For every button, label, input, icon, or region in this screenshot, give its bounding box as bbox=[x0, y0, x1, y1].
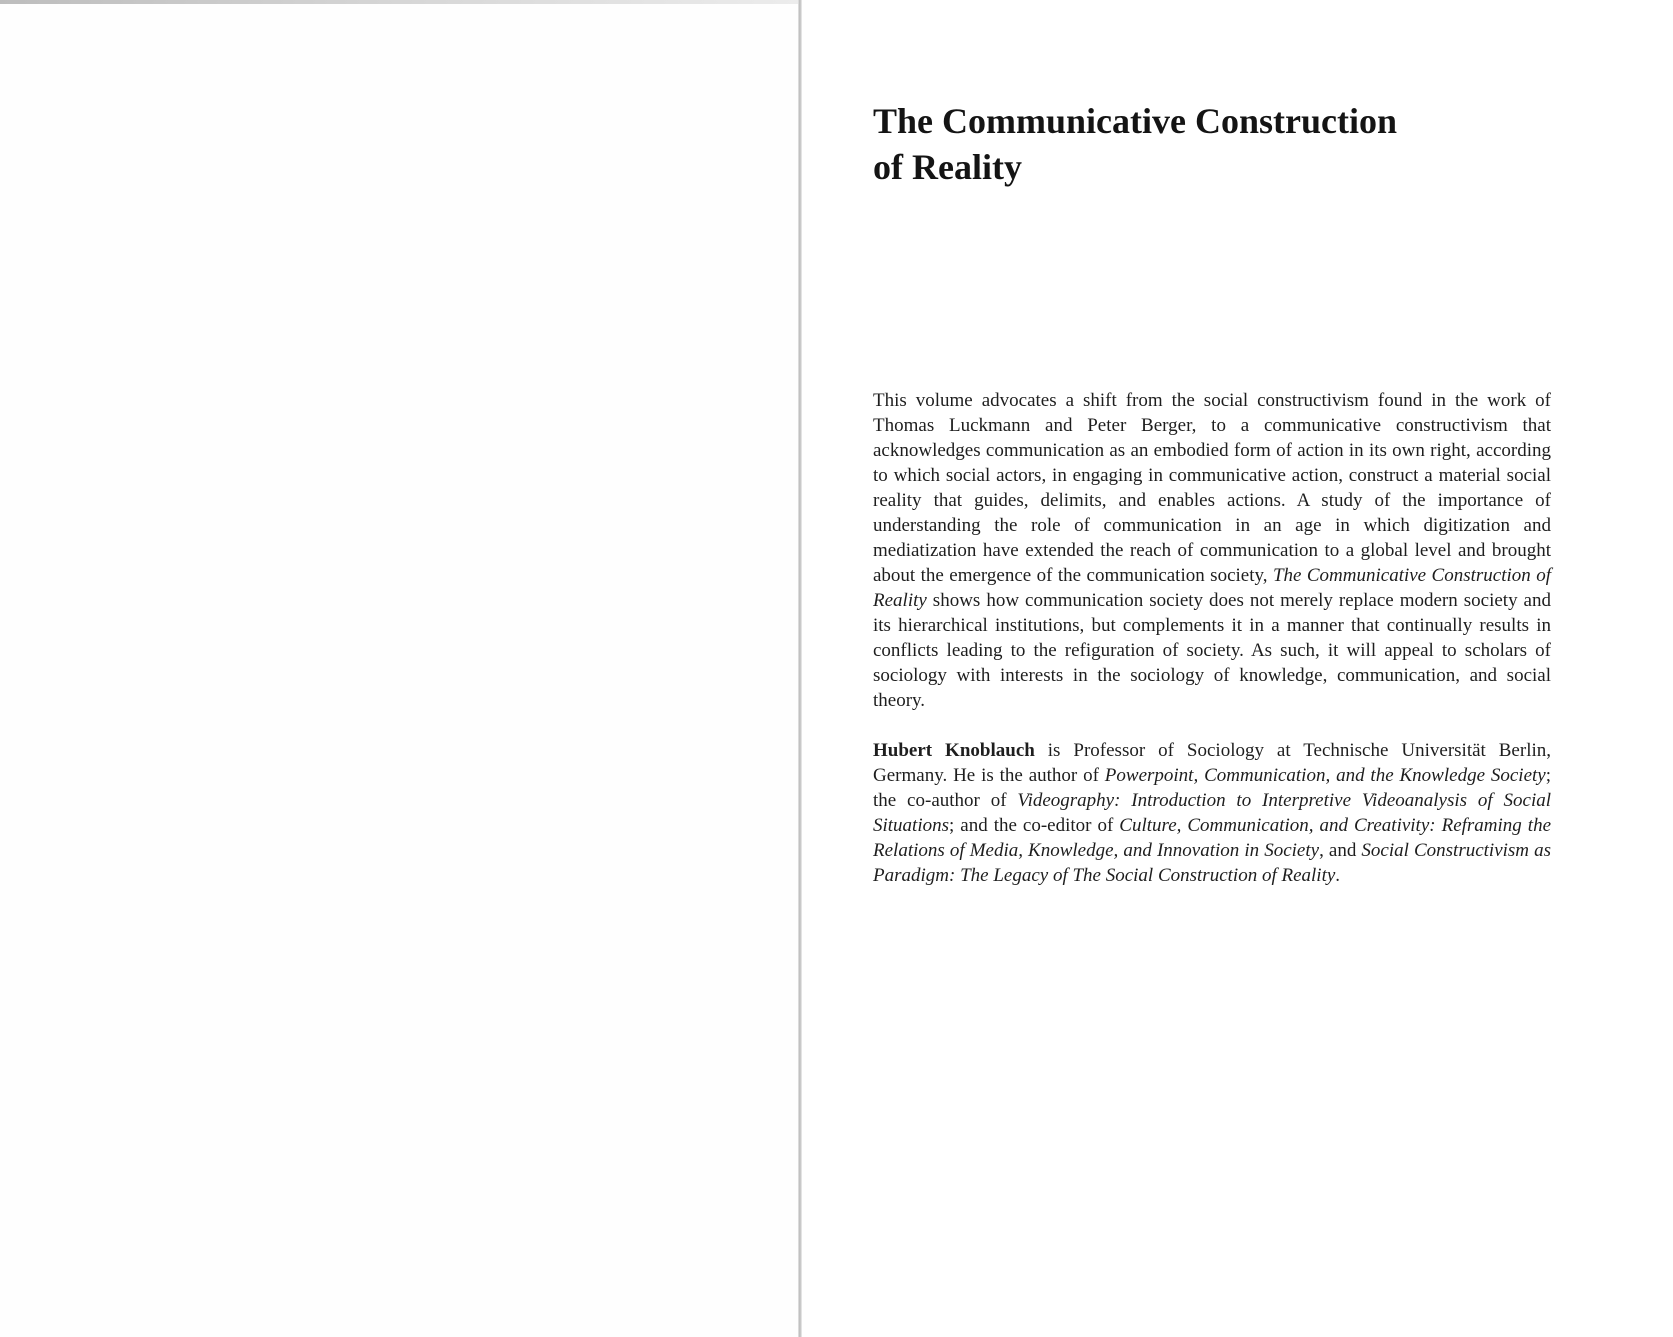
page-top-edge bbox=[0, 0, 800, 4]
author-bio-text-5: . bbox=[1335, 865, 1341, 886]
book-title bbox=[873, 98, 1573, 190]
book-title-line-1: The Communicative Construction bbox=[873, 101, 1397, 141]
book-description-text-1: This volume advocates a shift from the social constructivism found in the work of Thomas Luckmann and Peter Berger, to a communicative constructivism that acknowledges communication as an embodied form of action in its own right, according to which social actors, in engaging in communicative action, construct a material social reality that guides, delimits, and enables actions. A study of the importance of understanding the role of communication in an age in which digitization and mediatization have extended the reach of communication to a global level and brought about the emergence of the communication society, bbox=[873, 390, 1551, 586]
author-book-2: Videography: Introduction to Interpretive Videoanalysis of Social Situations bbox=[873, 790, 1551, 836]
author-bio-text-3: ; and the co-editor of bbox=[949, 815, 1120, 836]
author-name: Hubert Knoblauch bbox=[873, 740, 1035, 761]
author-book-3: Culture, Communication, and Creativity: Reframing the Relations of Media, Knowledge, and Innovation in Society bbox=[873, 815, 1551, 861]
author-bio-text-4: , and bbox=[1319, 840, 1362, 861]
left-page bbox=[0, 0, 800, 1337]
book-description-text-2: shows how communication society does not merely replace modern society and its hierarchical institutions, but complements it in a manner that continually results in conflicts leading to the refiguration of society. As such, it will appeal to scholars of sociology with interests in the sociology of knowledge, communication, and social theory. bbox=[873, 590, 1551, 711]
author-book-4: Social Constructivism as Paradigm: The Legacy of The Social Construction of Reality bbox=[873, 840, 1551, 886]
book-description-title: The Communicative Construction of Reality bbox=[873, 565, 1551, 611]
author-bio bbox=[873, 738, 1551, 888]
book-description bbox=[873, 388, 1551, 713]
author-bio-text-2: ; the co-author of bbox=[873, 765, 1551, 811]
book-title-line-2: of Reality bbox=[873, 147, 1022, 187]
author-book-1: Powerpoint, Communication, and the Knowledge Society bbox=[1104, 765, 1546, 786]
author-bio-text-1: is Professor of Sociology at Technische Universität Berlin, Germany. He is the author of bbox=[873, 740, 1551, 786]
